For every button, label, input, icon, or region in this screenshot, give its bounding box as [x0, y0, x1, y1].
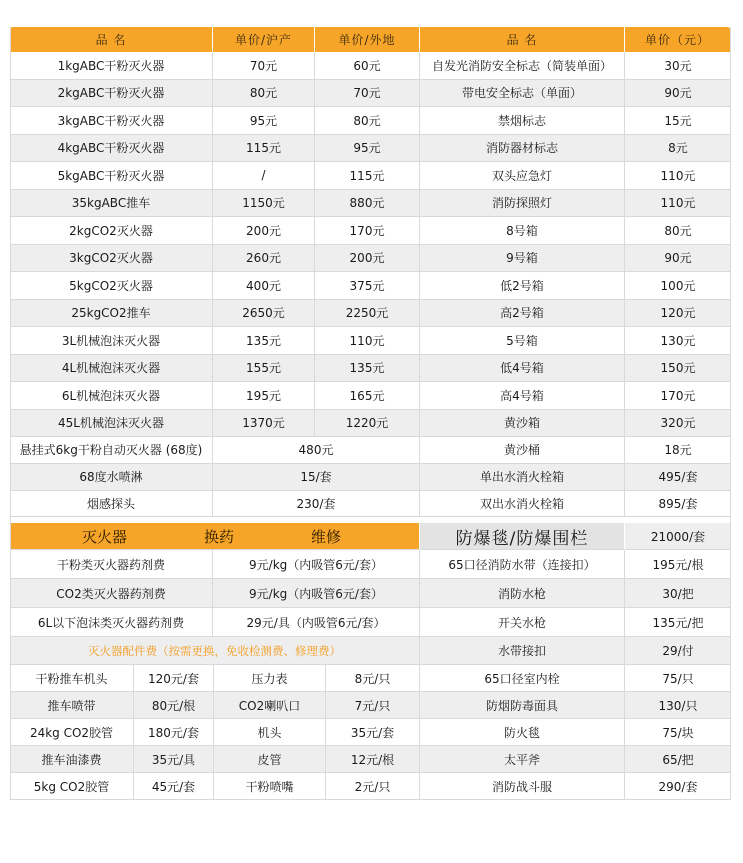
product-name: 3L机械泡沫灭火器	[10, 327, 213, 355]
part-price: 35元/具	[134, 746, 214, 773]
right-item-name: 高2号箱	[420, 300, 625, 328]
right-item-price: 15元	[625, 107, 731, 135]
table-row	[10, 80, 731, 108]
right-item-name: 65口径室内栓	[420, 665, 625, 692]
price-other: 170元	[315, 217, 420, 245]
right-item-name: 9号箱	[420, 245, 625, 273]
price-shanghai: 70元	[213, 52, 315, 80]
right-item-price: 130/只	[625, 692, 731, 719]
product-name: 25kgCO2推车	[10, 300, 213, 328]
table-row	[10, 52, 731, 80]
price-other: 135元	[315, 355, 420, 383]
right-item-price: 100元	[625, 272, 731, 300]
price-shanghai: 195元	[213, 382, 315, 410]
price-other: 2250元	[315, 300, 420, 328]
right-item-price: 30/把	[625, 579, 731, 608]
product-name: 3kgABC干粉灭火器	[10, 107, 213, 135]
part-name: 推车油漆费	[10, 746, 134, 773]
price-other: 165元	[315, 382, 420, 410]
right-item-name: 高4号箱	[420, 382, 625, 410]
right-item-price: 120元	[625, 300, 731, 328]
service-price: 9元/kg（内吸管6元/套）	[213, 579, 420, 608]
price-shanghai: 80元	[213, 80, 315, 108]
right-item-price: 65/把	[625, 746, 731, 773]
right-item-name: 消防器材标志	[420, 135, 625, 163]
right-item-name: 黄沙桶	[420, 437, 625, 464]
right-item-price: 8元	[625, 135, 731, 163]
right-item-name: 开关水枪	[420, 608, 625, 637]
right-item-price: 30元	[625, 52, 731, 80]
table-row	[10, 245, 731, 273]
product-name: 2kgABC干粉灭火器	[10, 80, 213, 108]
price-shanghai: 2650元	[213, 300, 315, 328]
table-row	[10, 107, 731, 135]
right-item-name: 自发光消防安全标志（简装单面）	[420, 52, 625, 80]
part-price: 80元/根	[134, 692, 214, 719]
table-row	[10, 382, 731, 410]
right-item-name: 带电安全标志（单面）	[420, 80, 625, 108]
section-title-refill: 换药	[203, 527, 234, 546]
table-row	[10, 773, 731, 800]
right-item-name: 防烟防毒面具	[420, 692, 625, 719]
table-row	[10, 355, 731, 383]
right-item-name: 太平斧	[420, 746, 625, 773]
price-shanghai: 400元	[213, 272, 315, 300]
price-shanghai: 260元	[213, 245, 315, 273]
product-name: 1kgABC干粉灭火器	[10, 52, 213, 80]
header-name-left: 品 名	[10, 27, 213, 52]
service-name: 6L以下泡沫类灭火器药剂费	[10, 608, 213, 637]
right-item-name: 单出水消火栓箱	[420, 464, 625, 491]
product-name: 烟感探头	[10, 491, 213, 518]
table-row	[10, 464, 731, 491]
right-item-price: 895/套	[625, 491, 731, 518]
right-item-name: 黄沙箱	[420, 410, 625, 438]
price-other: 375元	[315, 272, 420, 300]
header-price-right: 单价（元）	[625, 27, 731, 52]
table-row	[10, 272, 731, 300]
part-name: 5kg CO2胶管	[10, 773, 134, 800]
product-name: 5kgCO2灭火器	[10, 272, 213, 300]
right-item-name: 65口径消防水带（连接扣）	[420, 550, 625, 579]
price-other: 80元	[315, 107, 420, 135]
price-shanghai: 200元	[213, 217, 315, 245]
price-shanghai: 115元	[213, 135, 315, 163]
right-item-price: 75/只	[625, 665, 731, 692]
table-row	[10, 300, 731, 328]
table-row	[10, 217, 731, 245]
note-row-right-price: 29/付	[625, 637, 731, 665]
price-other: 110元	[315, 327, 420, 355]
table-row	[10, 190, 731, 218]
price-other: 200元	[315, 245, 420, 273]
price-other: 1220元	[315, 410, 420, 438]
right-item-price: 90元	[625, 245, 731, 273]
part-price: 8元/只	[326, 665, 420, 692]
header-price-other: 单价/外地	[315, 27, 420, 52]
section-title-extinguisher: 灭火器	[82, 527, 128, 546]
part-name: CO2喇叭口	[214, 692, 326, 719]
right-item-price: 75/块	[625, 719, 731, 746]
parts-note-row	[10, 637, 731, 665]
table-row	[10, 719, 731, 746]
service-name: 干粉类灭火器药剂费	[10, 550, 213, 579]
product-name: 4kgABC干粉灭火器	[10, 135, 213, 163]
right-item-price: 495/套	[625, 464, 731, 491]
table-row	[10, 692, 731, 719]
right-item-name: 消防战斗服	[420, 773, 625, 800]
right-item-name: 5号箱	[420, 327, 625, 355]
header-price-sh: 单价/沪产	[213, 27, 315, 52]
right-item-price: 320元	[625, 410, 731, 438]
price-shanghai: 155元	[213, 355, 315, 383]
right-item-name: 低2号箱	[420, 272, 625, 300]
part-price: 120元/套	[134, 665, 214, 692]
right-item-price: 290/套	[625, 773, 731, 800]
table-row	[10, 665, 731, 692]
part-name: 24kg CO2胶管	[10, 719, 134, 746]
price-merged: 15/套	[213, 464, 420, 491]
section-title-repair: 维修	[310, 527, 341, 546]
right-item-price: 135元/把	[625, 608, 731, 637]
price-shanghai: 95元	[213, 107, 315, 135]
price-shanghai: /	[213, 162, 315, 190]
right-item-name: 防火毯	[420, 719, 625, 746]
product-name: 3kgCO2灭火器	[10, 245, 213, 273]
right-item-price: 195元/根	[625, 550, 731, 579]
right-item-price: 150元	[625, 355, 731, 383]
right-item-price: 18元	[625, 437, 731, 464]
right-item-name: 低4号箱	[420, 355, 625, 383]
part-name: 压力表	[214, 665, 326, 692]
product-name: 悬挂式6kg干粉自动灭火器 (68度)	[10, 437, 213, 464]
product-name: 2kgCO2灭火器	[10, 217, 213, 245]
right-item-price: 80元	[625, 217, 731, 245]
part-name: 干粉喷嘴	[214, 773, 326, 800]
price-merged: 480元	[213, 437, 420, 464]
right-item-price: 170元	[625, 382, 731, 410]
part-price: 35元/套	[326, 719, 420, 746]
part-price: 2元/只	[326, 773, 420, 800]
product-name: 45L机械泡沫灭火器	[10, 410, 213, 438]
table-row	[10, 135, 731, 163]
table-row	[10, 327, 731, 355]
service-section-header	[10, 523, 731, 550]
part-name: 干粉推车机头	[10, 665, 134, 692]
part-price: 12元/根	[326, 746, 420, 773]
section-title	[10, 523, 420, 550]
right-item-name: 消防探照灯	[420, 190, 625, 218]
table-row	[10, 550, 731, 579]
right-item-price: 130元	[625, 327, 731, 355]
table-row	[10, 162, 731, 190]
product-name: 6L机械泡沫灭火器	[10, 382, 213, 410]
section-right-title: 防爆毯/防爆围栏	[420, 523, 625, 550]
table-row	[10, 491, 731, 518]
right-item-price: 110元	[625, 190, 731, 218]
note-row-right-name: 水带接扣	[420, 637, 625, 665]
right-item-price: 90元	[625, 80, 731, 108]
price-other: 95元	[315, 135, 420, 163]
price-shanghai: 1370元	[213, 410, 315, 438]
section-right-price: 21000/套	[625, 523, 731, 550]
part-name: 机头	[214, 719, 326, 746]
service-price: 29元/具（内吸管6元/套）	[213, 608, 420, 637]
right-item-name: 禁烟标志	[420, 107, 625, 135]
product-name: 35kgABC推车	[10, 190, 213, 218]
table-header	[10, 27, 731, 52]
part-name: 皮管	[214, 746, 326, 773]
product-name: 68度水喷淋	[10, 464, 213, 491]
service-price: 9元/kg（内吸管6元/套）	[213, 550, 420, 579]
part-price: 45元/套	[134, 773, 214, 800]
part-price: 7元/只	[326, 692, 420, 719]
right-item-name: 双头应急灯	[420, 162, 625, 190]
price-other: 70元	[315, 80, 420, 108]
price-other: 60元	[315, 52, 420, 80]
table-row	[10, 437, 731, 464]
price-other: 115元	[315, 162, 420, 190]
right-item-name: 消防水枪	[420, 579, 625, 608]
right-item-name: 双出水消火栓箱	[420, 491, 625, 518]
table-row	[10, 410, 731, 438]
table-row	[10, 579, 731, 608]
table-row	[10, 746, 731, 773]
price-merged: 230/套	[213, 491, 420, 518]
right-item-price: 110元	[625, 162, 731, 190]
part-price: 180元/套	[134, 719, 214, 746]
price-shanghai: 1150元	[213, 190, 315, 218]
table-row	[10, 608, 731, 637]
price-shanghai: 135元	[213, 327, 315, 355]
product-name: 5kgABC干粉灭火器	[10, 162, 213, 190]
header-name-right: 品 名	[420, 27, 625, 52]
part-name: 推车喷带	[10, 692, 134, 719]
price-other: 880元	[315, 190, 420, 218]
right-item-name: 8号箱	[420, 217, 625, 245]
parts-note: 灭火器配件费（按需更换，免收检测费、修理费）	[10, 637, 420, 665]
service-name: CO2类灭火器药剂费	[10, 579, 213, 608]
product-name: 4L机械泡沫灭火器	[10, 355, 213, 383]
